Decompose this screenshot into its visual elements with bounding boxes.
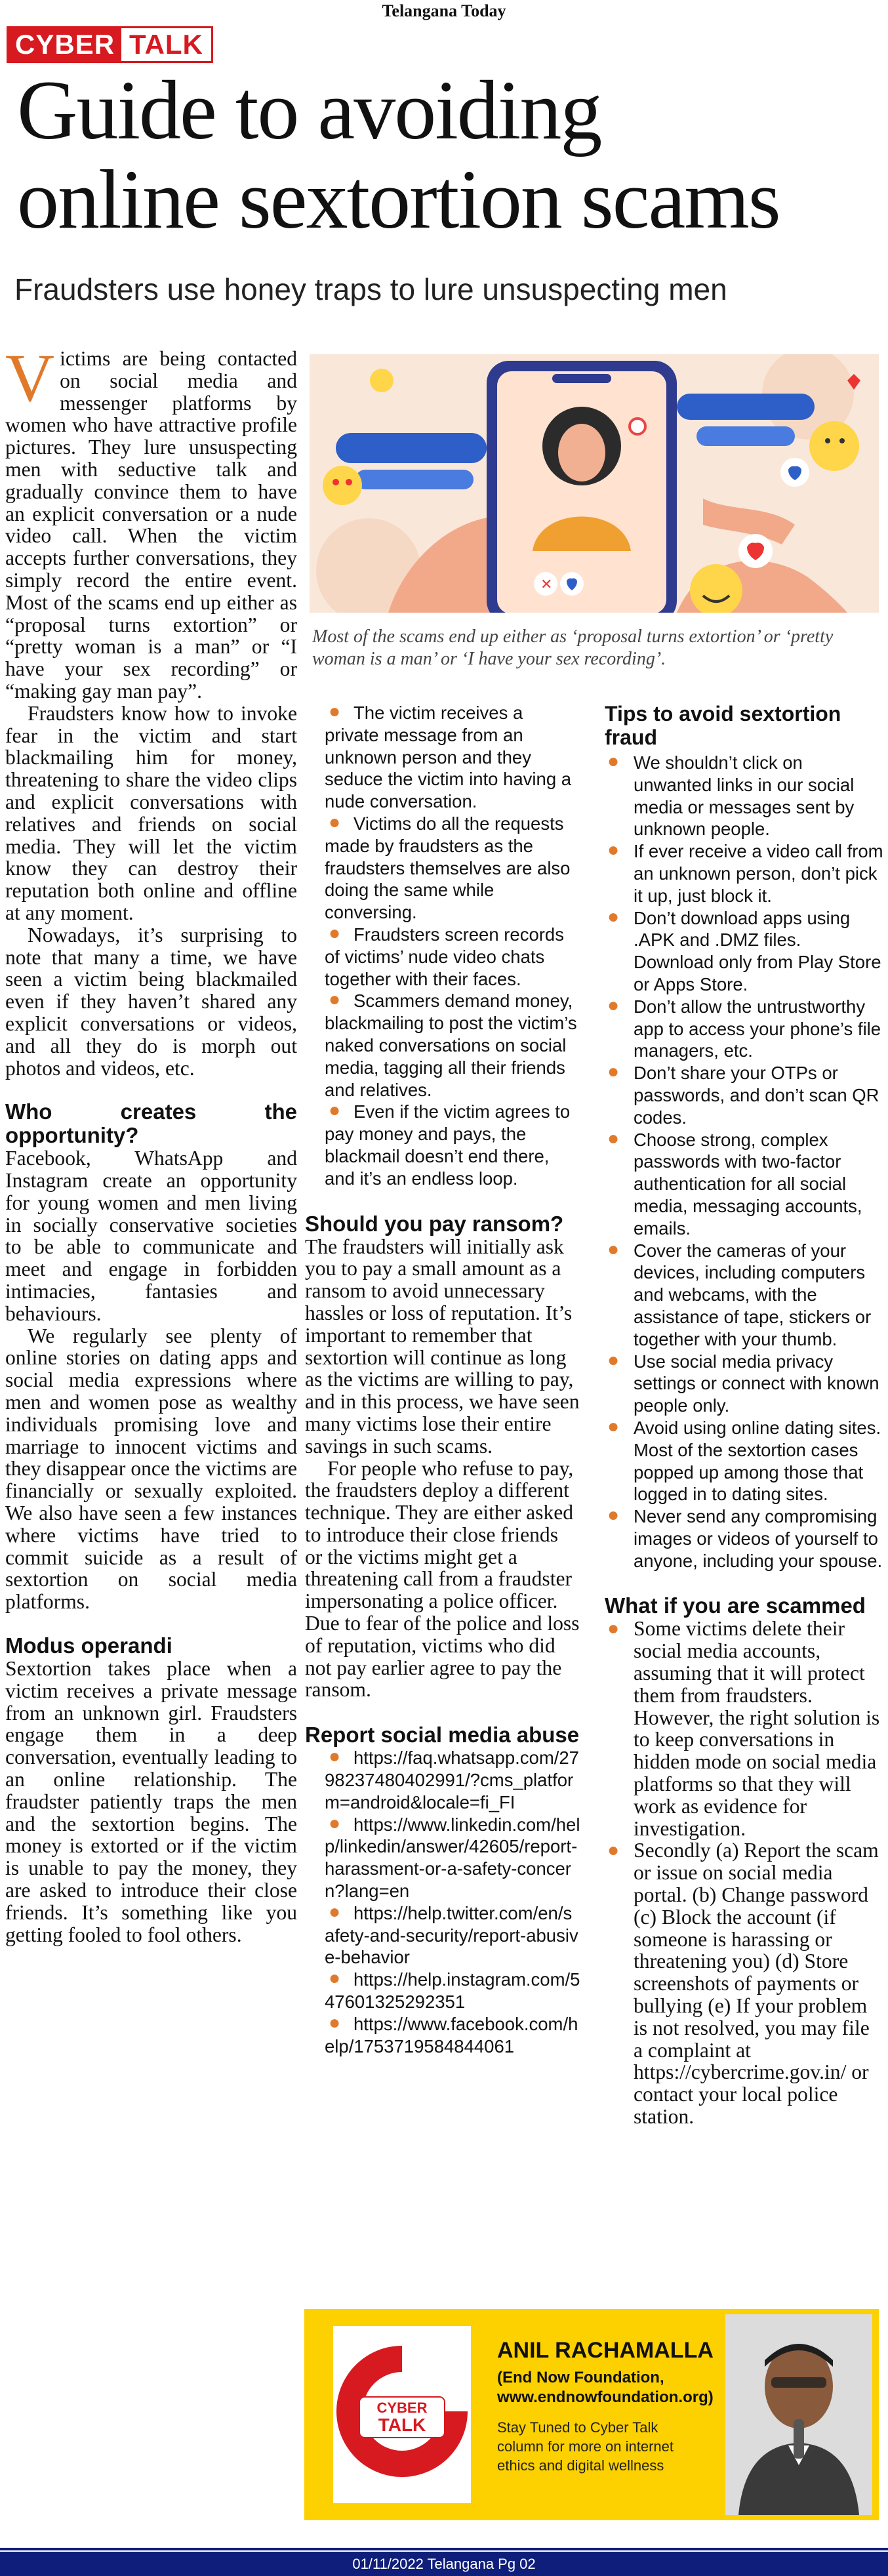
list-item: ● Fraudsters screen records of victims’ nude video chats together with their faces.	[325, 922, 564, 989]
illustration-phone-dating	[310, 354, 879, 613]
report-link[interactable]: ● https://www.facebook.com/help/1753719584844061	[325, 2011, 578, 2056]
bullet-dot-icon: ●	[329, 1900, 341, 1923]
bullet-dot-icon: ●	[329, 922, 341, 944]
bullet-dot-icon: ●	[607, 1238, 620, 1260]
tip-item: ● Don’t allow the untrustworthy app to access your phone’s file managers, etc.	[607, 994, 881, 1061]
drop-cap: V	[5, 340, 55, 416]
page-footer: 01/11/2022 Telangana Pg 02	[0, 2552, 888, 2576]
section-kicker	[7, 26, 213, 63]
tip-item: ● Don’t share your OTPs or passwords, and don’t scan QR codes.	[607, 1061, 879, 1128]
deck: Fraudsters use honey traps to lure unsuspecting men	[14, 272, 727, 306]
author-org-line1: (End Now Foundation,	[497, 2369, 664, 2386]
paragraph	[5, 340, 297, 703]
cyber-talk-logo	[333, 2326, 471, 2503]
bullet-dot-icon: ●	[607, 1415, 620, 1437]
subheading-ransom: Should you pay ransom?	[305, 1211, 564, 1236]
headline	[17, 66, 876, 244]
report-link[interactable]: ● https://help.twitter.com/en/safety-and-security/report-abusive-behavior	[325, 1900, 578, 1968]
kicker-talk: TALK	[121, 28, 211, 61]
svg-text:✕: ✕	[540, 577, 553, 593]
bullet-dot-icon: ●	[607, 839, 620, 861]
column-1	[5, 340, 297, 1946]
subheading: Modus operandi	[5, 1633, 172, 1658]
paragraph: The fraudsters will initially ask you to pay a small amount as a ransom to avoid unnecessary hassles or loss of reputation. It’s important to remember that sextortion will continue as long as the victims are willing to pay, and in this process, we have seen many victims lose their entire savings in such scams.	[305, 1235, 580, 1458]
subheading-scammed: What if you are scammed	[605, 1593, 866, 1618]
bullet-dot-icon: ●	[607, 1504, 620, 1526]
column-2	[305, 702, 580, 2057]
author-portrait-icon	[725, 2314, 872, 2515]
bullet-dot-icon: ●	[607, 1618, 620, 1640]
author-promo-box	[304, 2309, 879, 2520]
list-item: ● Scammers demand money, blackmailing to post the victim’s naked conversations on social media, tagging all their friends and relatives.	[325, 989, 577, 1100]
masthead: Telangana Today	[382, 1, 506, 20]
bullet-dot-icon: ●	[329, 1812, 341, 1834]
step-item: ● Secondly (a) Report the scam or issue on social media portal. (b) Change password (c) Block the account (if someone is harassing or threatening you) (d) Store screenshots of payments or bullying (e) If your problem is not resolved, you may file a complaint at https://cybercrime.gov.in/ or contact your local police station.	[607, 1839, 879, 2129]
phone-illustration	[310, 354, 879, 613]
bullet-dot-icon: ●	[607, 1349, 620, 1371]
bullet-dot-icon: ●	[329, 989, 341, 1011]
paragraph: Fraudsters know how to invoke fear in the victim and start blackmailing him for money, threatening to share the video clips and explicit conversations with relatives and friends on social media. They will let the victim know they can destroy their reputation both online and offline at any moment.	[5, 701, 297, 924]
bullet-dot-icon: ●	[607, 1061, 620, 1083]
report-link[interactable]: ● https://faq.whatsapp.com/2798237480402991/?cms_platform=android&locale=fi_FI	[325, 1746, 579, 1812]
list-item: ● Even if the victim agrees to pay money and pays, the blackmail doesn’t end there, and it’s an endless loop.	[325, 1099, 571, 1189]
paragraph: For people who refuse to pay, the fraudsters deploy a different technique. They are either asked to introduce their close friends or the victims might get a threatening call from a fraudster impersonating a police officer. Due to fear of the police and loss of reputation, victims who did not pay earlier agree to pay the ransom.	[305, 1456, 580, 1702]
subheading-report: Report social media abuse	[305, 1723, 580, 1748]
paragraph: Facebook, WhatsApp and Instagram create an opportunity for young women and men living in socially conservative societies to be able to communicate and meet and engage in forbidden intimacies, fantasies and behaviours.	[5, 1147, 297, 1325]
tip-item: ● If ever receive a video call from an unknown person, don’t pick it up, just block it.	[607, 839, 883, 906]
report-link[interactable]: ● https://www.linkedin.com/help/linkedin/answer/42605/report-harassment-or-a-safety-concern?lang=en	[325, 1812, 580, 1902]
tip-item: ● Never send any compromising images or videos of yourself to anyone, including your spouse.	[607, 1504, 883, 1571]
bullet-dot-icon: ●	[329, 811, 341, 833]
tip-item: ● Don’t download apps using .APK and .DMZ files. Download only from Play Store or Apps Store.	[607, 905, 881, 994]
kicker-cyber: CYBER	[9, 28, 121, 61]
footer-rule	[0, 2548, 888, 2550]
image-caption: Most of the scams end up either as ‘proposal turns extortion’ or ‘pretty woman is a man’ or ‘I have your sex recording’.	[312, 626, 834, 669]
author-name: ANIL RACHAMALLA	[497, 2338, 714, 2363]
bullet-dot-icon: ●	[607, 750, 620, 772]
tip-item: ● Choose strong, complex passwords with two-factor authentication for all social media, messaging accounts, emails.	[607, 1127, 862, 1238]
headline-line2: online sextortion scams	[17, 153, 780, 246]
bullet-dot-icon: ●	[607, 994, 620, 1016]
column-3	[605, 702, 883, 2128]
subheading: Who creates the opportunity?	[5, 1099, 297, 1148]
paragraph: Sextortion takes place when a victim receives a private message from an unknown girl. Fraudsters engage them in a deep conversation, eventually leading to an online relationship. The fraudster patiently traps the men and the sextortion begins. The money is extorted or if the victim is unable to pay the money, they are asked to introduce their close friends. It’s something like you getting fooled to fool others.	[5, 1657, 297, 1946]
bullet-dot-icon: ●	[329, 1746, 341, 1768]
report-link[interactable]: ● https://help.instagram.com/547601325292351	[325, 1967, 580, 2013]
tips-heading: Tips to avoid sextortion fraud	[605, 702, 841, 749]
tip-item: ● Use social media privacy settings or connect with known people only.	[607, 1349, 879, 1416]
bullet-dot-icon: ●	[329, 701, 341, 722]
bullet-dot-icon: ●	[329, 1967, 341, 1990]
author-org	[497, 2368, 714, 2407]
paragraph: Nowadays, it’s surprising to note that many a time, we have seen a victim being blackmailed even if they haven’t shared any explicit conversations or videos, and all they do is morph out photos and videos, etc.	[5, 923, 297, 1080]
tip-item: ● We shouldn’t click on unwanted links in our social media or messages sent by unknown people.	[607, 750, 855, 840]
author-photo	[725, 2314, 872, 2515]
tip-item: ● Avoid using online dating sites. Most of the sextortion cases popped up among those that logged in to dating sites.	[607, 1415, 881, 1505]
bullet-dot-icon: ●	[329, 2011, 341, 2034]
bullet-dot-icon: ●	[607, 1127, 620, 1149]
bullet-dot-icon: ●	[607, 905, 620, 928]
promo-text: Stay Tuned to Cyber Talk column for more on internet ethics and digital wellness	[497, 2419, 674, 2474]
tip-item: ● Cover the cameras of your devices, including computers and webcams, with the assistance of tape, stickers or together with your thumb.	[607, 1238, 872, 1349]
bullet-dot-icon: ●	[329, 1099, 341, 1122]
list-item: ● Victims do all the requests made by fraudsters as the fraudsters themselves are also doing the same while conversing.	[325, 811, 571, 923]
author-org-line2: www.endnowfoundation.org)	[497, 2388, 714, 2406]
bullet-dot-icon: ●	[607, 1839, 620, 1862]
headline-line1: Guide to avoiding	[17, 64, 601, 157]
list-item: ● The victim receives a private message from an unknown person and they seduce the victim into having a nude conversation.	[325, 701, 572, 812]
paragraph-text: ictims are being contacted on social media and messenger platforms by women who have attractive profile pictures. They lure unsuspecting men with seductive talk and gradually convince them to have an explicit conversation or a nude video call. When the victim accepts further conversations, they simply record the entire event. Most of the scams end up either as “proposal turns extortion” or “pretty woman is a man” or “I have your sex recording” or “making gay man pay”.	[5, 347, 297, 703]
step-item: ● Some victims delete their social media accounts, assuming that it will protect them from fraudsters. However, the right solution is to keep conversations in hidden mode on social media platforms so that they will work as evidence for investigation.	[607, 1617, 880, 1840]
paragraph: We regularly see plenty of online stories on dating apps and social media expressions where men and women pose as wealthy individuals promising love and marriage to innocent victims and they disappear once the victims are financially or sexually exploited. We also have seen a few instances where victims have tried to commit suicide as a result of sextortion on social media platforms.	[5, 1324, 297, 1614]
logo-line1: CYBER	[376, 2400, 428, 2416]
logo-line2: TALK	[378, 2415, 426, 2435]
